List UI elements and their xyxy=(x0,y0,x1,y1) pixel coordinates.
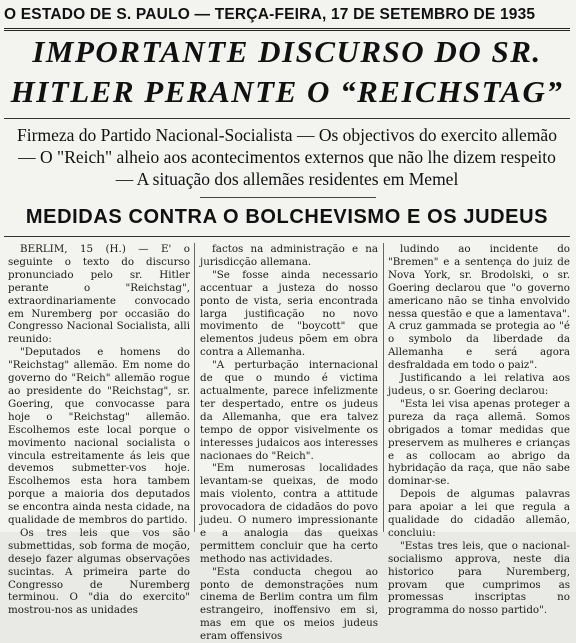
column-2-paragraph: factos na administração e na jurisdicção allemana. xyxy=(200,243,378,268)
article-column-3 xyxy=(388,243,570,617)
column-2-paragraph: "Se fosse ainda necessario accentuar a justeza do nosso ponto de vista, seria encontrada larga justificação no novo movimento de "boycott" que elementos judeus põem em obra contra a Allemanha. xyxy=(200,268,378,359)
headline-rule xyxy=(4,118,570,119)
headline-line-1: IMPORTANTE DISCURSO DO SR. xyxy=(32,34,542,69)
column-1-paragraph: BERLIM, 15 (H.) — E' o seguinte o texto do discurso pronunciado pelo sr. Hitler perante o "Reichstag", extraordinariamente convocado em Nuremberg por occasião do Congresso Nacional Socialista, alli reunido: xyxy=(8,243,190,346)
section-title: MEDIDAS CONTRA O BOLCHEVISMO E OS JUDEUS xyxy=(25,206,549,228)
headline-line-2: HITLER PERANTE O “REICHSTAG” xyxy=(10,74,564,109)
section-rule xyxy=(4,236,570,237)
column-1-paragraph: "Deputados e homens do "Reichstag" allemão. Em nome do governo do "Reich" allemão rogue ao presidente do "Reichstag", sr. Goering, que convocasse para hoje o "Reichstag" allemão. Escolhemos este local porque o movimento nacional socialista o vincula estreitamente ás leis que devemos submetter-vos hoje. Escolhemos esta hora tambem porque a maioria dos deputados se encontra ainda nesta cidade, na qualidade de membros do partido. xyxy=(8,346,190,527)
subheadline-rule xyxy=(200,197,376,198)
column-3-paragraph: "Estas tres leis, que o nacional-socialismo approva, neste dia historico para Nuremberg, provam que cumprimos as promessas inscriptas no programma do nosso partido". xyxy=(388,539,570,617)
subheadline: Firmeza do Partido Nacional-Socialista — Os objectivos do exercito allemão — O "Reich" alheio aos acontecimentos externos que não lhe dizem respeito — A situação dos allemães residentes em Memel xyxy=(17,125,557,189)
column-2-paragraph: "Esta conducta chegou ao ponto de demonstrações num cinema de Berlim contra um film estrangeiro, inoffensivo em si, mas em que os meios judeus eram offensivos xyxy=(200,565,378,643)
masthead-rule xyxy=(4,28,570,31)
column-3-paragraph: ludindo ao incidente do "Bremen" e a sentença do juiz de Nova York, sr. Brodolski, o sr. Goering declarou que "o governo americano não se tinha envolvido nessa questão e que a lamentava". A cruz gammada se protegia ao "é o symbolo da liberdade da Allemanha e será agora desfraldada em todo o paiz". xyxy=(388,243,570,372)
column-divider xyxy=(383,243,384,532)
masthead: O ESTADO DE S. PAULO — TERÇA-FEIRA, 17 DE SETEMBRO DE 1935 xyxy=(4,6,536,23)
headline xyxy=(6,32,568,112)
column-1-paragraph: Os tres leis que vos são submettidas, sob forma de moção, desejo fazer algumas observações sucintas. A primeira parte do Congresso de Nuremberg terminou. O "dia do exercito" mostrou-nos as unidades xyxy=(8,526,190,617)
column-3-paragraph: Justificando a lei relativa aos judeus, o sr. Goering declarou: xyxy=(388,372,570,397)
column-2-paragraph: "Em numerosas localidades levantam-se queixas, de modo mais violento, contra a attitude provocadora de cidadãos do povo judeu. O numero impressionante e a analogia das queixas permittem concluir que ha certo methodo nas actividades. xyxy=(200,462,378,565)
column-3-paragraph: "Esta lei visa apenas proteger a pureza da raça allemã. Somos obrigados a tomar medidas que preservem as mulheres e crianças e as collocam ao abrigo da hybridação da raça, que não sabe dominar-se. xyxy=(388,397,570,488)
column-divider xyxy=(194,243,195,532)
article-column-2 xyxy=(200,243,378,643)
column-3-paragraph: Depois de algumas palavras para apoiar a lei que regula a qualidade do cidadão allemão, concluiu: xyxy=(388,488,570,539)
column-2-paragraph: "A perturbação internacional de que o mundo é victima actualmente, parece infelizmente ter despertado, entre os judeus da Allemanha, que era talvez tempo de oppor visivelmente os interesses judaicos aos interesses nacionaes do "Reich". xyxy=(200,359,378,462)
article-column-1 xyxy=(8,243,190,617)
